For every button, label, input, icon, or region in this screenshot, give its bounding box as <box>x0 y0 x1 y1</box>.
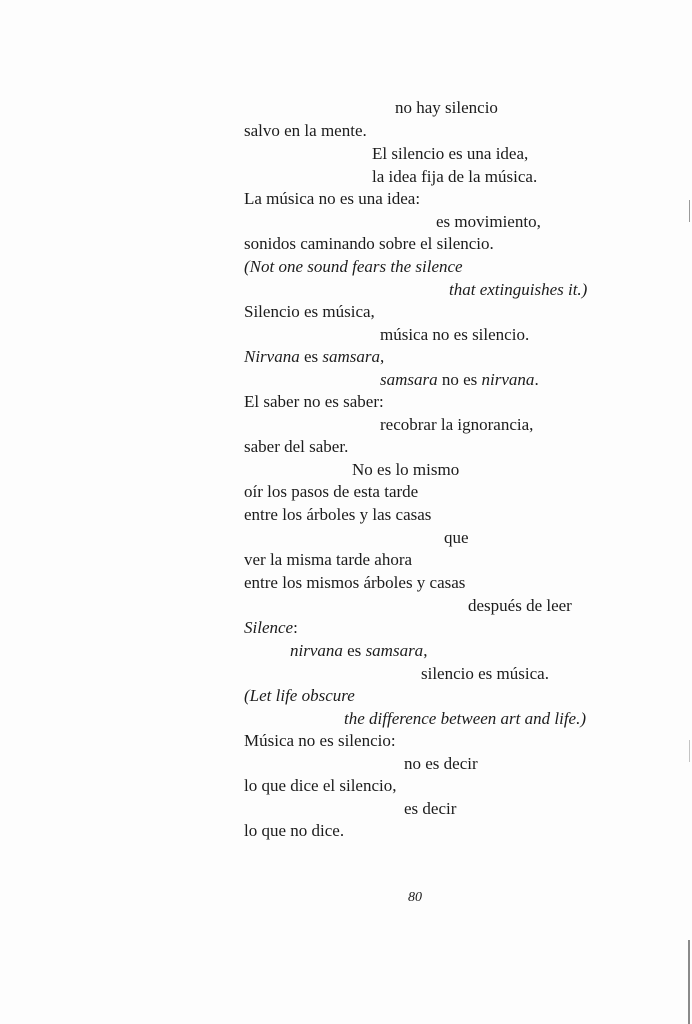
scan-edge-mark <box>689 740 690 762</box>
poem-line: música no es silencio. <box>380 325 530 344</box>
poem-line: no hay silencio <box>395 98 498 117</box>
poem-line: silencio es música. <box>421 664 549 683</box>
poem-line: lo que dice el silencio, <box>244 776 397 795</box>
poem-line: (Not one sound fears the silence <box>244 257 463 276</box>
poem-line: Música no es silencio: <box>244 731 396 750</box>
poem-line: salvo en la mente. <box>244 121 367 140</box>
poem-line: no es decir <box>404 754 478 773</box>
poem-line: ver la misma tarde ahora <box>244 550 413 569</box>
poem-line: Silencio es música, <box>244 302 375 321</box>
poem-line: la idea fija de la música. <box>372 167 538 186</box>
poem-line: sonidos caminando sobre el silencio. <box>244 234 494 253</box>
poem-line: (Let life obscure <box>244 686 355 705</box>
scan-edge-mark <box>688 940 690 1024</box>
poem-line: Silence: <box>244 618 298 637</box>
poem-line: El silencio es una idea, <box>372 144 529 163</box>
poem-line: No es lo mismo <box>352 460 460 479</box>
page-number: 80 <box>408 890 422 905</box>
poem-line: Nirvana es samsara, <box>244 347 385 366</box>
poem-line: recobrar la ignorancia, <box>380 415 534 434</box>
poem-line: nirvana es samsara, <box>290 641 428 660</box>
poem-line: that extinguishes it.) <box>449 280 588 299</box>
poem-line: La música no es una idea: <box>244 189 421 208</box>
poem-line: después de leer <box>468 596 572 615</box>
poem-line: the difference between art and life.) <box>344 709 587 728</box>
poem-line: lo que no dice. <box>244 821 345 840</box>
poem-line: entre los mismos árboles y casas <box>244 573 466 592</box>
scan-edge-mark <box>689 200 690 222</box>
poem-line: El saber no es saber: <box>244 392 384 411</box>
poem-line: es decir <box>404 799 457 818</box>
poem-line: es movimiento, <box>436 212 541 231</box>
poem-line: que <box>444 528 469 547</box>
poem-line: saber del saber. <box>244 437 349 456</box>
poem-line: entre los árboles y las casas <box>244 505 432 524</box>
poem-line: samsara no es nirvana. <box>380 370 539 389</box>
poem-line: oír los pasos de esta tarde <box>244 482 419 501</box>
